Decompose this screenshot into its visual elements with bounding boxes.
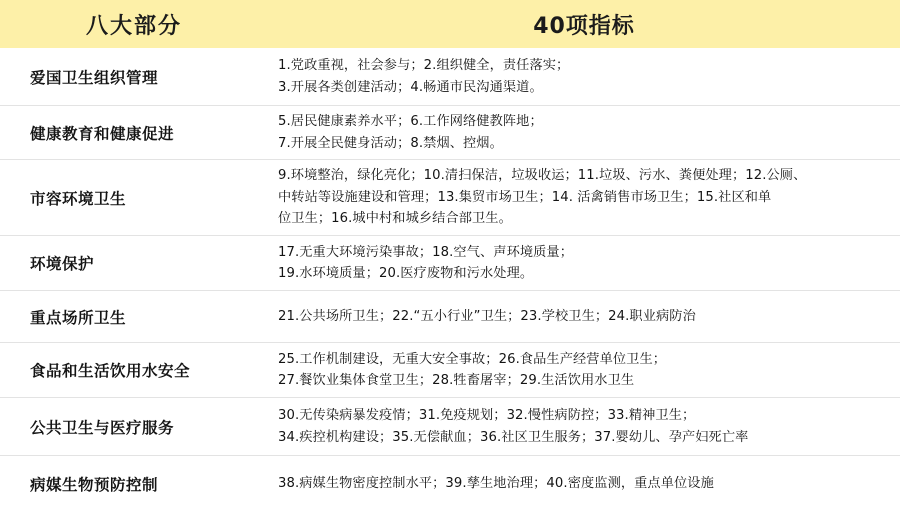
- table-row: [0, 456, 900, 511]
- section-name: 公共卫生与医疗服务: [30, 418, 175, 437]
- indicator-list: [268, 456, 900, 511]
- section-name: 健康教育和健康促进: [30, 124, 175, 143]
- indicator-line: 19.水环境质量；20.医疗废物和污水处理。: [278, 266, 534, 281]
- indicator-list: [268, 343, 900, 397]
- section-name: 市容环境卫生: [30, 189, 127, 208]
- section-name: 环境保护: [30, 255, 95, 273]
- table-header-row: [0, 0, 900, 48]
- indicator-line: 中转站等设施建设和管理；13.集贸市场卫生；14. 活禽销售市场卫生；15.社区和单: [278, 189, 772, 205]
- table-row: [0, 236, 900, 291]
- section-name: 重点场所卫生: [30, 308, 127, 327]
- indicator-list: [268, 291, 900, 342]
- indicator-line: 1.党政重视，社会参与；2.组织健全，责任落实；: [278, 58, 570, 74]
- indicator-line: 25.工作机制建设，无重大安全事故；26.食品生产经营单位卫生；: [278, 351, 667, 367]
- indicator-line: 27.餐饮业集体食堂卫生；28.牲畜屠宰；29.生活饮用水卫生: [278, 373, 635, 388]
- indicator-line: 30.无传染病暴发疫情；31.免疫规划；32.慢性病防控；33.精神卫生；: [278, 408, 696, 424]
- indicator-line: 5.居民健康素养水平；6.工作网络健教阵地；: [278, 114, 543, 130]
- indicator-line: 34.疾控机构建设；35.无偿献血；36.社区卫生服务；37.婴幼儿、孕产妇死亡率: [278, 429, 749, 445]
- table-row: [0, 398, 900, 456]
- table-row: [0, 160, 900, 236]
- indicator-list: [268, 160, 900, 235]
- indicator-line: 位卫生；16.城中村和城乡结合部卫生。: [278, 211, 512, 227]
- section-name: 病媒生物预防控制: [30, 475, 159, 494]
- section-name: 食品和生活饮用水安全: [30, 362, 191, 380]
- table-row: [0, 291, 900, 343]
- header-cell-indicators: 40项指标: [533, 13, 635, 39]
- indicator-list: [268, 398, 900, 455]
- table-row: [0, 343, 900, 398]
- indicator-list: [268, 106, 900, 159]
- indicator-line: 9.环境整治，绿化亮化；10.清扫保洁，垃圾收运；11.垃圾、污水、粪便处理；12.公厕、: [278, 168, 807, 184]
- indicator-line: 3.开展各类创建活动；4.畅通市民沟通渠道。: [278, 79, 543, 95]
- indicator-list: [268, 236, 900, 290]
- section-name: 爱国卫生组织管理: [30, 68, 159, 87]
- table-row: [0, 48, 900, 106]
- header-cell-sections: 八大部分: [85, 13, 182, 39]
- indicator-line: 21.公共场所卫生；22.“五小行业”卫生；23.学校卫生；24.职业病防治: [278, 308, 696, 324]
- indicator-list: [268, 48, 900, 105]
- indicator-line: 7.开展全民健身活动；8.禁烟、控烟。: [278, 135, 503, 151]
- table-body: [0, 48, 900, 511]
- table-row: [0, 106, 900, 160]
- indicator-line: 38.病媒生物密度控制水平；39.孳生地治理；40.密度监测，重点单位设施: [278, 475, 714, 491]
- indicator-line: 17.无重大环境污染事故；18.空气、声环境质量；: [278, 244, 574, 260]
